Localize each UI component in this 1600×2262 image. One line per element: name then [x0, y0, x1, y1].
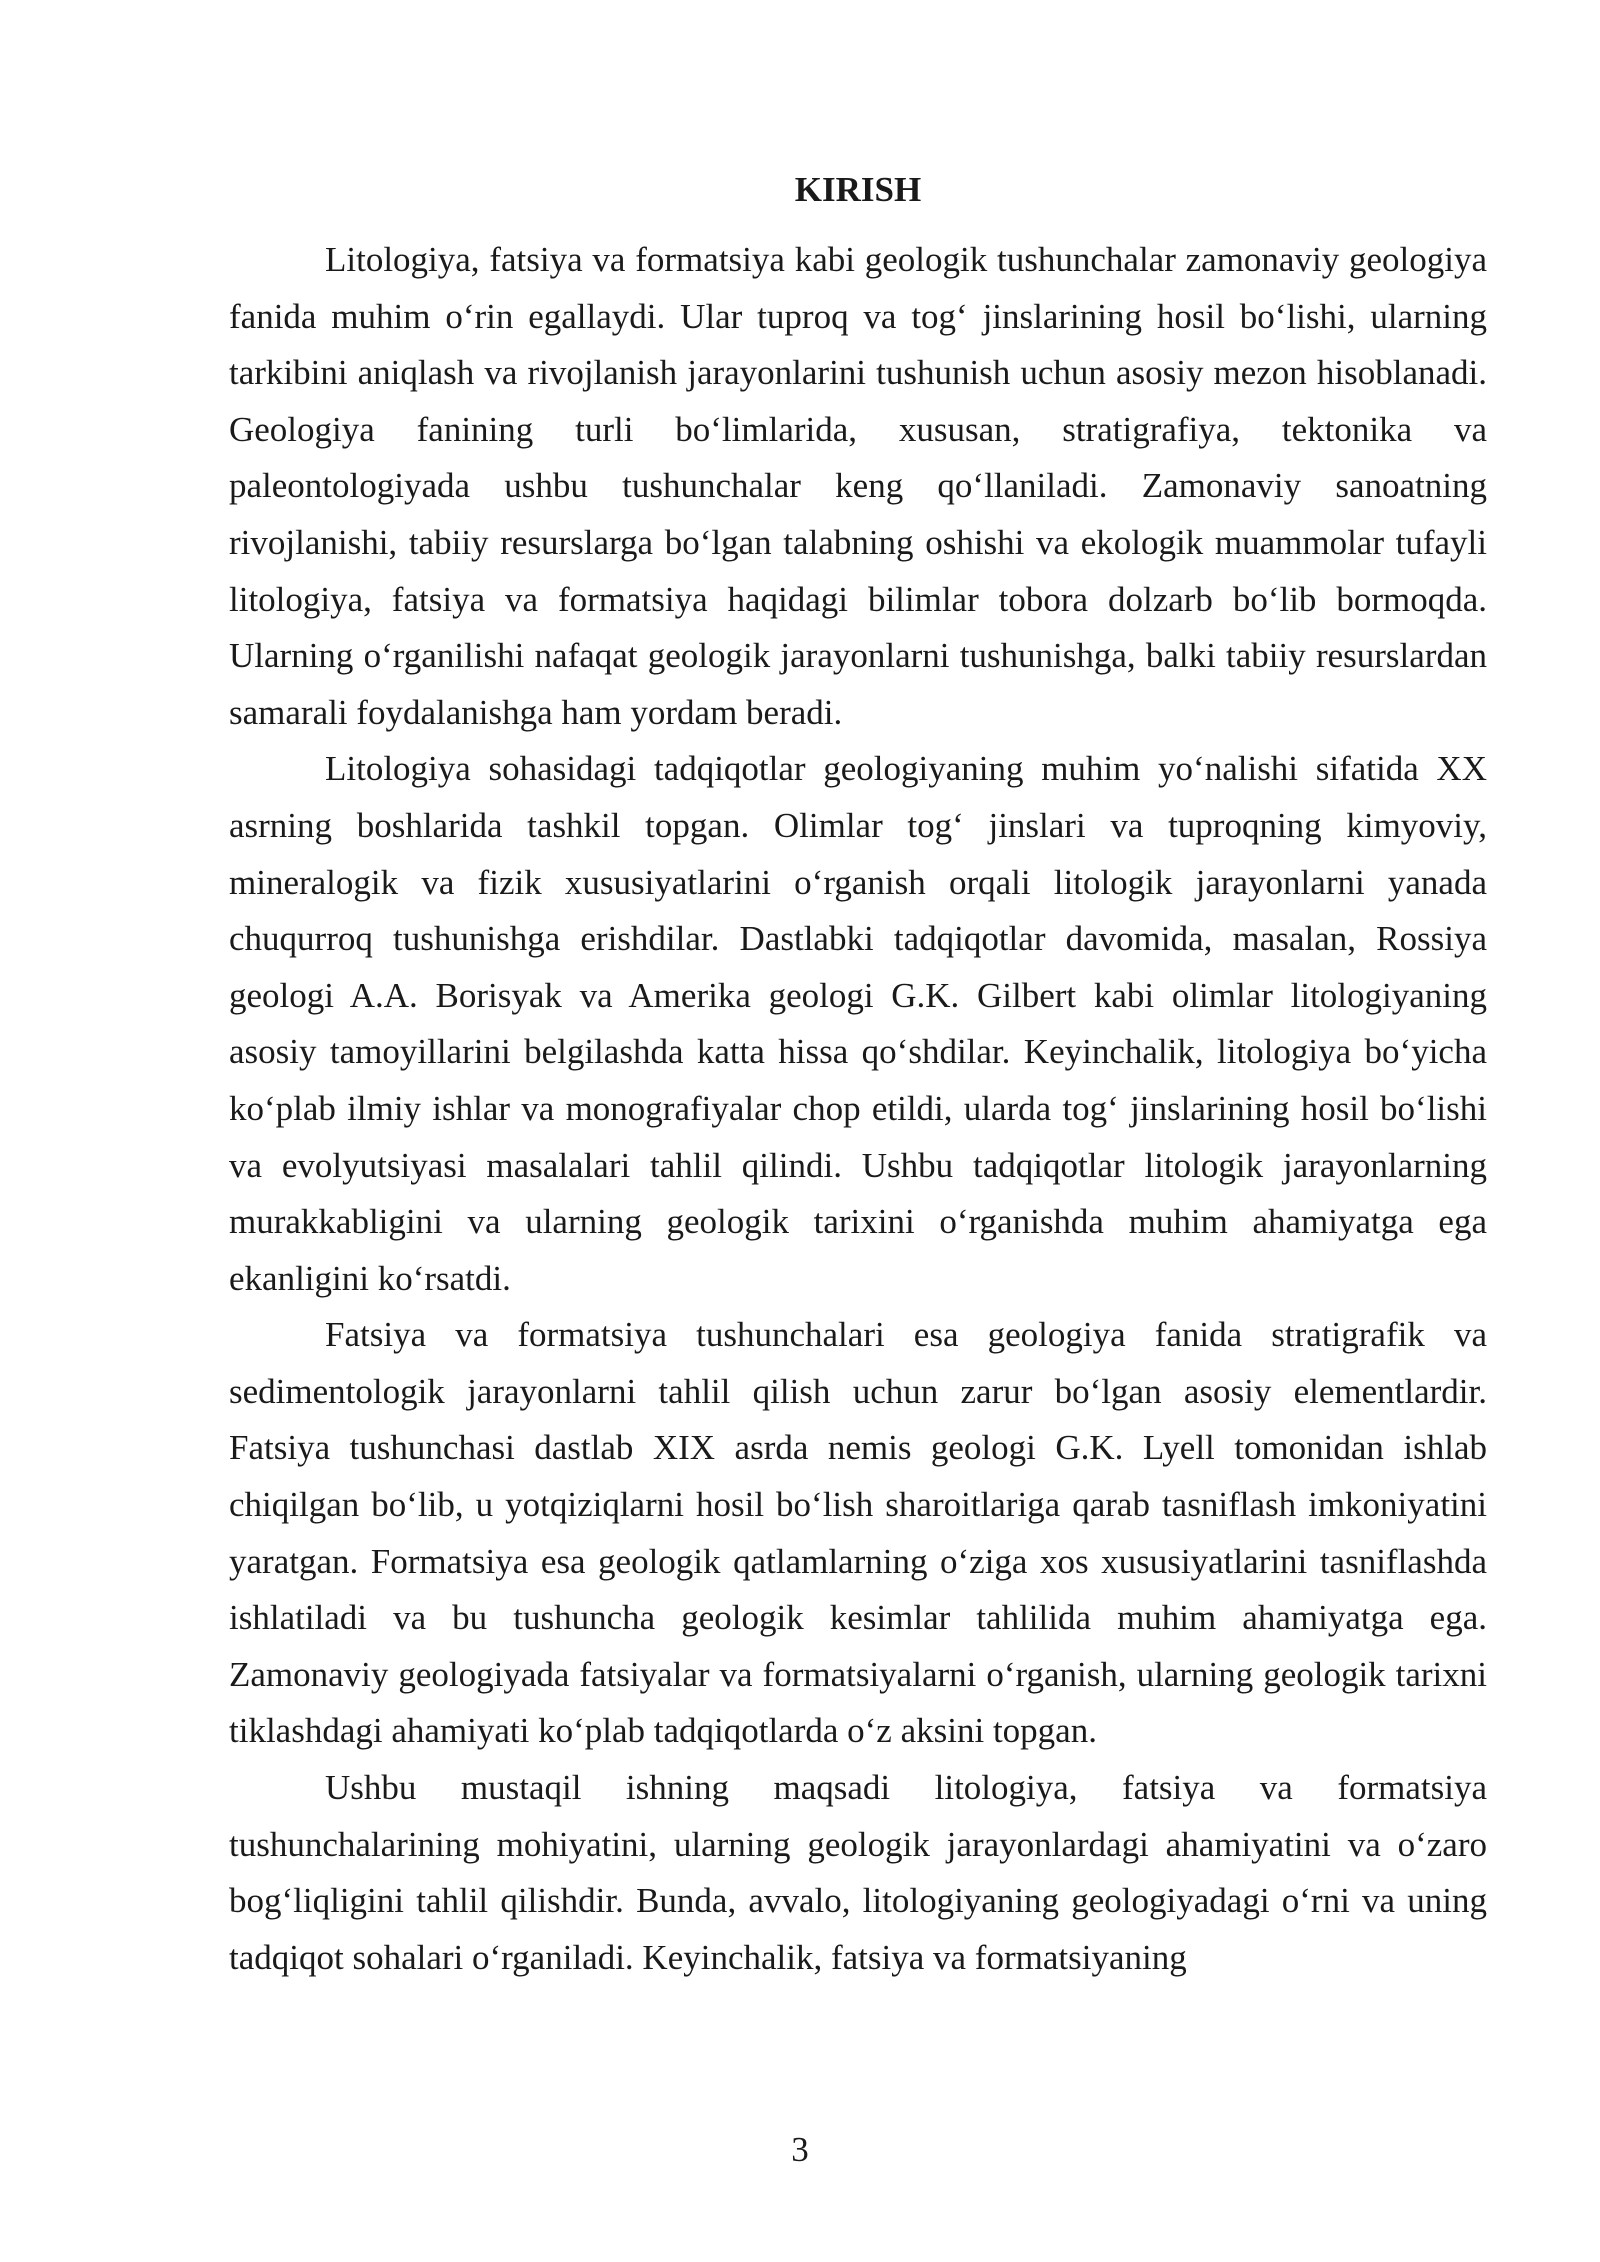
paragraph-1: Litologiya, fatsiya va formatsiya kabi geologik tushunchalar zamonaviy geologiya fanida muhim o‘rin egallaydi. Ular tuproq va tog‘ jinslarining hosil bo‘lishi, ularning tarkibini aniqlash va rivojlanish jarayonlarini tushunish uchun asosiy mezon hisoblanadi. Geologiya fanining turli bo‘limlarida, xususan, stratigrafiya, tektonika va paleontologiyada ushbu tushunchalar keng qo‘llaniladi. Zamonaviy sanoatning rivojlanishi, tabiiy resurslarga bo‘lgan talabning oshishi va ekologik muammolar tufayli litologiya, fatsiya va formatsiya haqidagi bilimlar tobora dolzarb bo‘lib bormoqda. Ularning o‘rganilishi nafaqat geologik jarayonlarni tushunishga, balki tabiiy resurslardan samarali foydalanishga ham yordam beradi.: [229, 240, 1487, 732]
paragraph-3: Fatsiya va formatsiya tushunchalari esa geologiya fanida stratigrafik va sedimentologik jarayonlarni tahlil qilish uchun zarur bo‘lgan asosiy elementlardir. Fatsiya tushunchasi dastlab XIX asrda nemis geologi G.K. Lyell tomonidan ishlab chiqilgan bo‘lib, u yotqiziqlarni hosil bo‘lish sharoitlariga qarab tasniflash imkoniyatini yaratgan. Formatsiya esa geologik qatlamlarning o‘ziga xos xususiyatlarini tasniflashda ishlatiladi va bu tushuncha geologik kesimlar tahlilida muhim ahamiyatga ega. Zamonaviy geologiyada fatsiyalar va formatsiyalarni o‘rganish, ularning geologik tarixni tiklashdagi ahamiyati ko‘plab tadqiqotlarda o‘z aksini topgan.: [229, 1315, 1487, 1751]
paragraph-4: Ushbu mustaqil ishning maqsadi litologiya, fatsiya va formatsiya tushunchalarining mohiyatini, ularning geologik jarayonlardagi ahamiyatini va o‘zaro bog‘liqligini tahlil qilishdir. Bunda, avvalo, litologiyaning geologiyadagi o‘rni va uning tadqiqot sohalari o‘rganiladi. Keyinchalik, fatsiya va formatsiyaning: [229, 1768, 1487, 1977]
paragraph-2: Litologiya sohasidagi tadqiqotlar geologiyaning muhim yo‘nalishi sifatida XX asrning boshlarida tashkil topgan. Olimlar tog‘ jinslari va tuproqning kimyoviy, mineralogik va fizik xususiyatlarini o‘rganish orqali litologik jarayonlarni yanada chuqurroq tushunishga erishdilar. Dastlabki tadqiqotlar davomida, masalan, Rossiya geologi A.A. Borisyak va Amerika geologi G.K. Gilbert kabi olimlar litologiyaning asosiy tamoyillarini belgilashda katta hissa qo‘shdilar. Keyinchalik, litologiya bo‘yicha ko‘plab ilmiy ishlar va monografiyalar chop etildi, ularda tog‘ jinslarining hosil bo‘lishi va evolyutsiyasi masalalari tahlil qilindi. Ushbu tadqiqotlar litologik jarayonlarning murakkabligini va ularning geologik tarixini o‘rganishda muhim ahamiyatga ega ekanligini ko‘rsatdi.: [229, 749, 1487, 1298]
page-content: [229, 162, 1487, 1986]
page-number: 3: [791, 2130, 809, 2169]
section-title: KIRISH: [794, 170, 922, 209]
